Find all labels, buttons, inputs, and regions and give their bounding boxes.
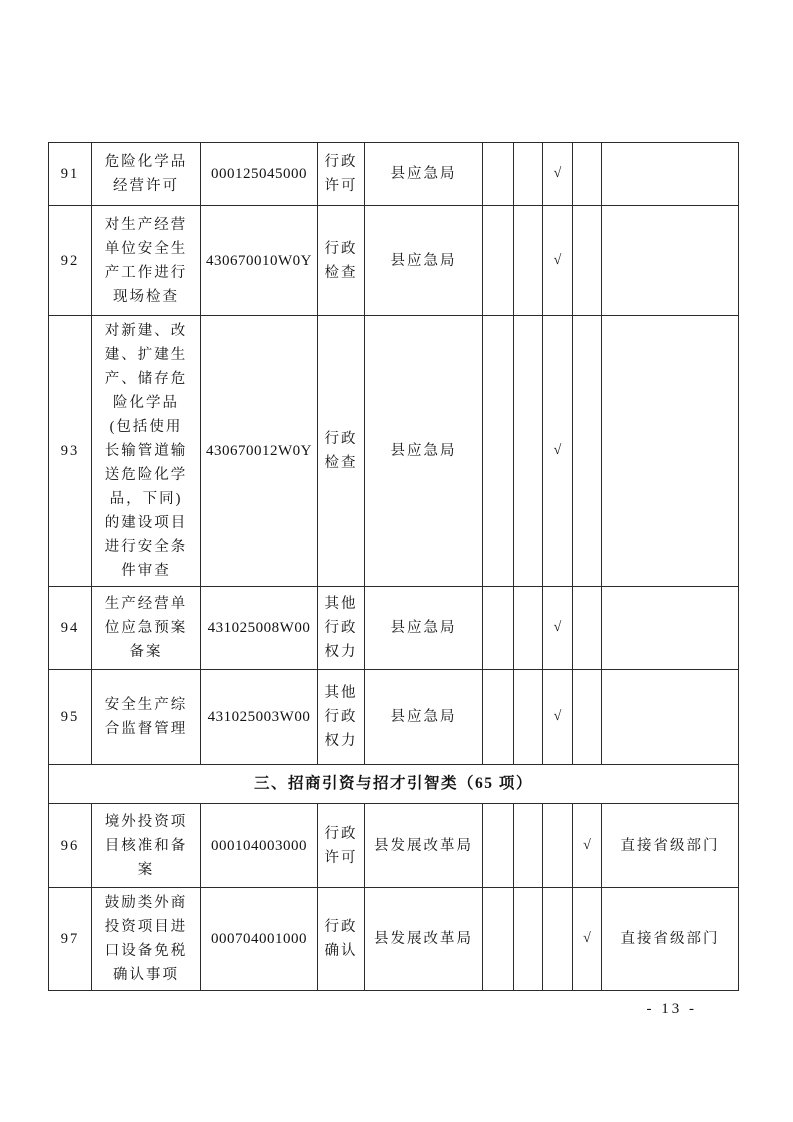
cell-item-code: 431025008W00 [201,587,318,670]
cell-remark: 直接省级部门 [602,888,739,991]
cell-item-name: 安全生产综合监督管理 [92,670,201,765]
cell-implementing-dept: 县应急局 [365,670,483,765]
cell-row-number: 97 [49,888,92,991]
cell-row-number: 92 [49,206,92,316]
table-row-94 [49,587,739,670]
cell-implementing-dept: 县发展改革局 [365,804,483,888]
cell-mark-2 [514,587,543,670]
cell-mark-2 [514,670,543,765]
cell-item-name: 鼓励类外商投资项目进口设备免税确认事项 [92,888,201,991]
cell-remark: 直接省级部门 [602,804,739,888]
cell-implementing-dept: 县发展改革局 [365,888,483,991]
cell-item-code: 430670010W0Y [201,206,318,316]
table-row-91 [49,143,739,206]
cell-mark-1 [483,888,514,991]
table-row-93 [49,316,739,587]
cell-power-type: 行政许可 [318,143,365,206]
cell-mark-1 [483,670,514,765]
cell-mark-3-checkmark: √ [543,587,573,670]
cell-mark-1 [483,143,514,206]
section-header-row [49,765,739,804]
page-number: - 13 - [646,1001,697,1017]
table-row-95 [49,670,739,765]
cell-implementing-dept: 县应急局 [365,316,483,587]
cell-mark-1 [483,804,514,888]
cell-item-code: 000104003000 [201,804,318,888]
cell-mark-2 [514,316,543,587]
cell-implementing-dept: 县应急局 [365,143,483,206]
cell-mark-4-checkmark: √ [573,804,602,888]
cell-remark [602,206,739,316]
cell-item-name: 境外投资项目核准和备案 [92,804,201,888]
cell-mark-4 [573,316,602,587]
cell-row-number: 94 [49,587,92,670]
table-row-92 [49,206,739,316]
cell-item-code: 430670012W0Y [201,316,318,587]
cell-remark [602,143,739,206]
cell-power-type: 行政许可 [318,804,365,888]
cell-mark-2 [514,143,543,206]
cell-row-number: 91 [49,143,92,206]
cell-remark [602,587,739,670]
cell-power-type: 其他行政权力 [318,587,365,670]
cell-item-name: 对生产经营单位安全生产工作进行现场检查 [92,206,201,316]
section-header: 三、招商引资与招才引智类（65 项） [49,765,739,804]
cell-implementing-dept: 县应急局 [365,587,483,670]
cell-power-type: 行政确认 [318,888,365,991]
cell-mark-4-checkmark: √ [573,888,602,991]
cell-remark [602,316,739,587]
table-row-97 [49,888,739,991]
cell-remark [602,670,739,765]
cell-item-name: 生产经营单位应急预案备案 [92,587,201,670]
cell-mark-4 [573,587,602,670]
cell-power-type: 其他行政权力 [318,670,365,765]
cell-mark-2 [514,888,543,991]
approval-items-table [48,142,739,991]
cell-row-number: 93 [49,316,92,587]
cell-mark-1 [483,206,514,316]
cell-mark-4 [573,206,602,316]
cell-item-code: 000704001000 [201,888,318,991]
cell-mark-4 [573,670,602,765]
cell-item-code: 000125045000 [201,143,318,206]
cell-mark-3 [543,888,573,991]
cell-item-name: 危险化学品经营许可 [92,143,201,206]
cell-row-number: 96 [49,804,92,888]
cell-mark-4 [573,143,602,206]
cell-mark-3 [543,804,573,888]
cell-mark-3-checkmark: √ [543,206,573,316]
cell-mark-3-checkmark: √ [543,670,573,765]
cell-item-code: 431025003W00 [201,670,318,765]
cell-mark-2 [514,804,543,888]
cell-power-type: 行政检查 [318,206,365,316]
cell-mark-2 [514,206,543,316]
cell-mark-1 [483,587,514,670]
cell-item-name: 对新建、改建、扩建生产、储存危险化学品(包括使用长输管道输送危险化学品，下同)的建设项目进行安全条件审查 [92,316,201,587]
cell-mark-3-checkmark: √ [543,316,573,587]
cell-implementing-dept: 县应急局 [365,206,483,316]
cell-mark-1 [483,316,514,587]
cell-mark-3-checkmark: √ [543,143,573,206]
cell-row-number: 95 [49,670,92,765]
cell-power-type: 行政检查 [318,316,365,587]
table-row-96 [49,804,739,888]
